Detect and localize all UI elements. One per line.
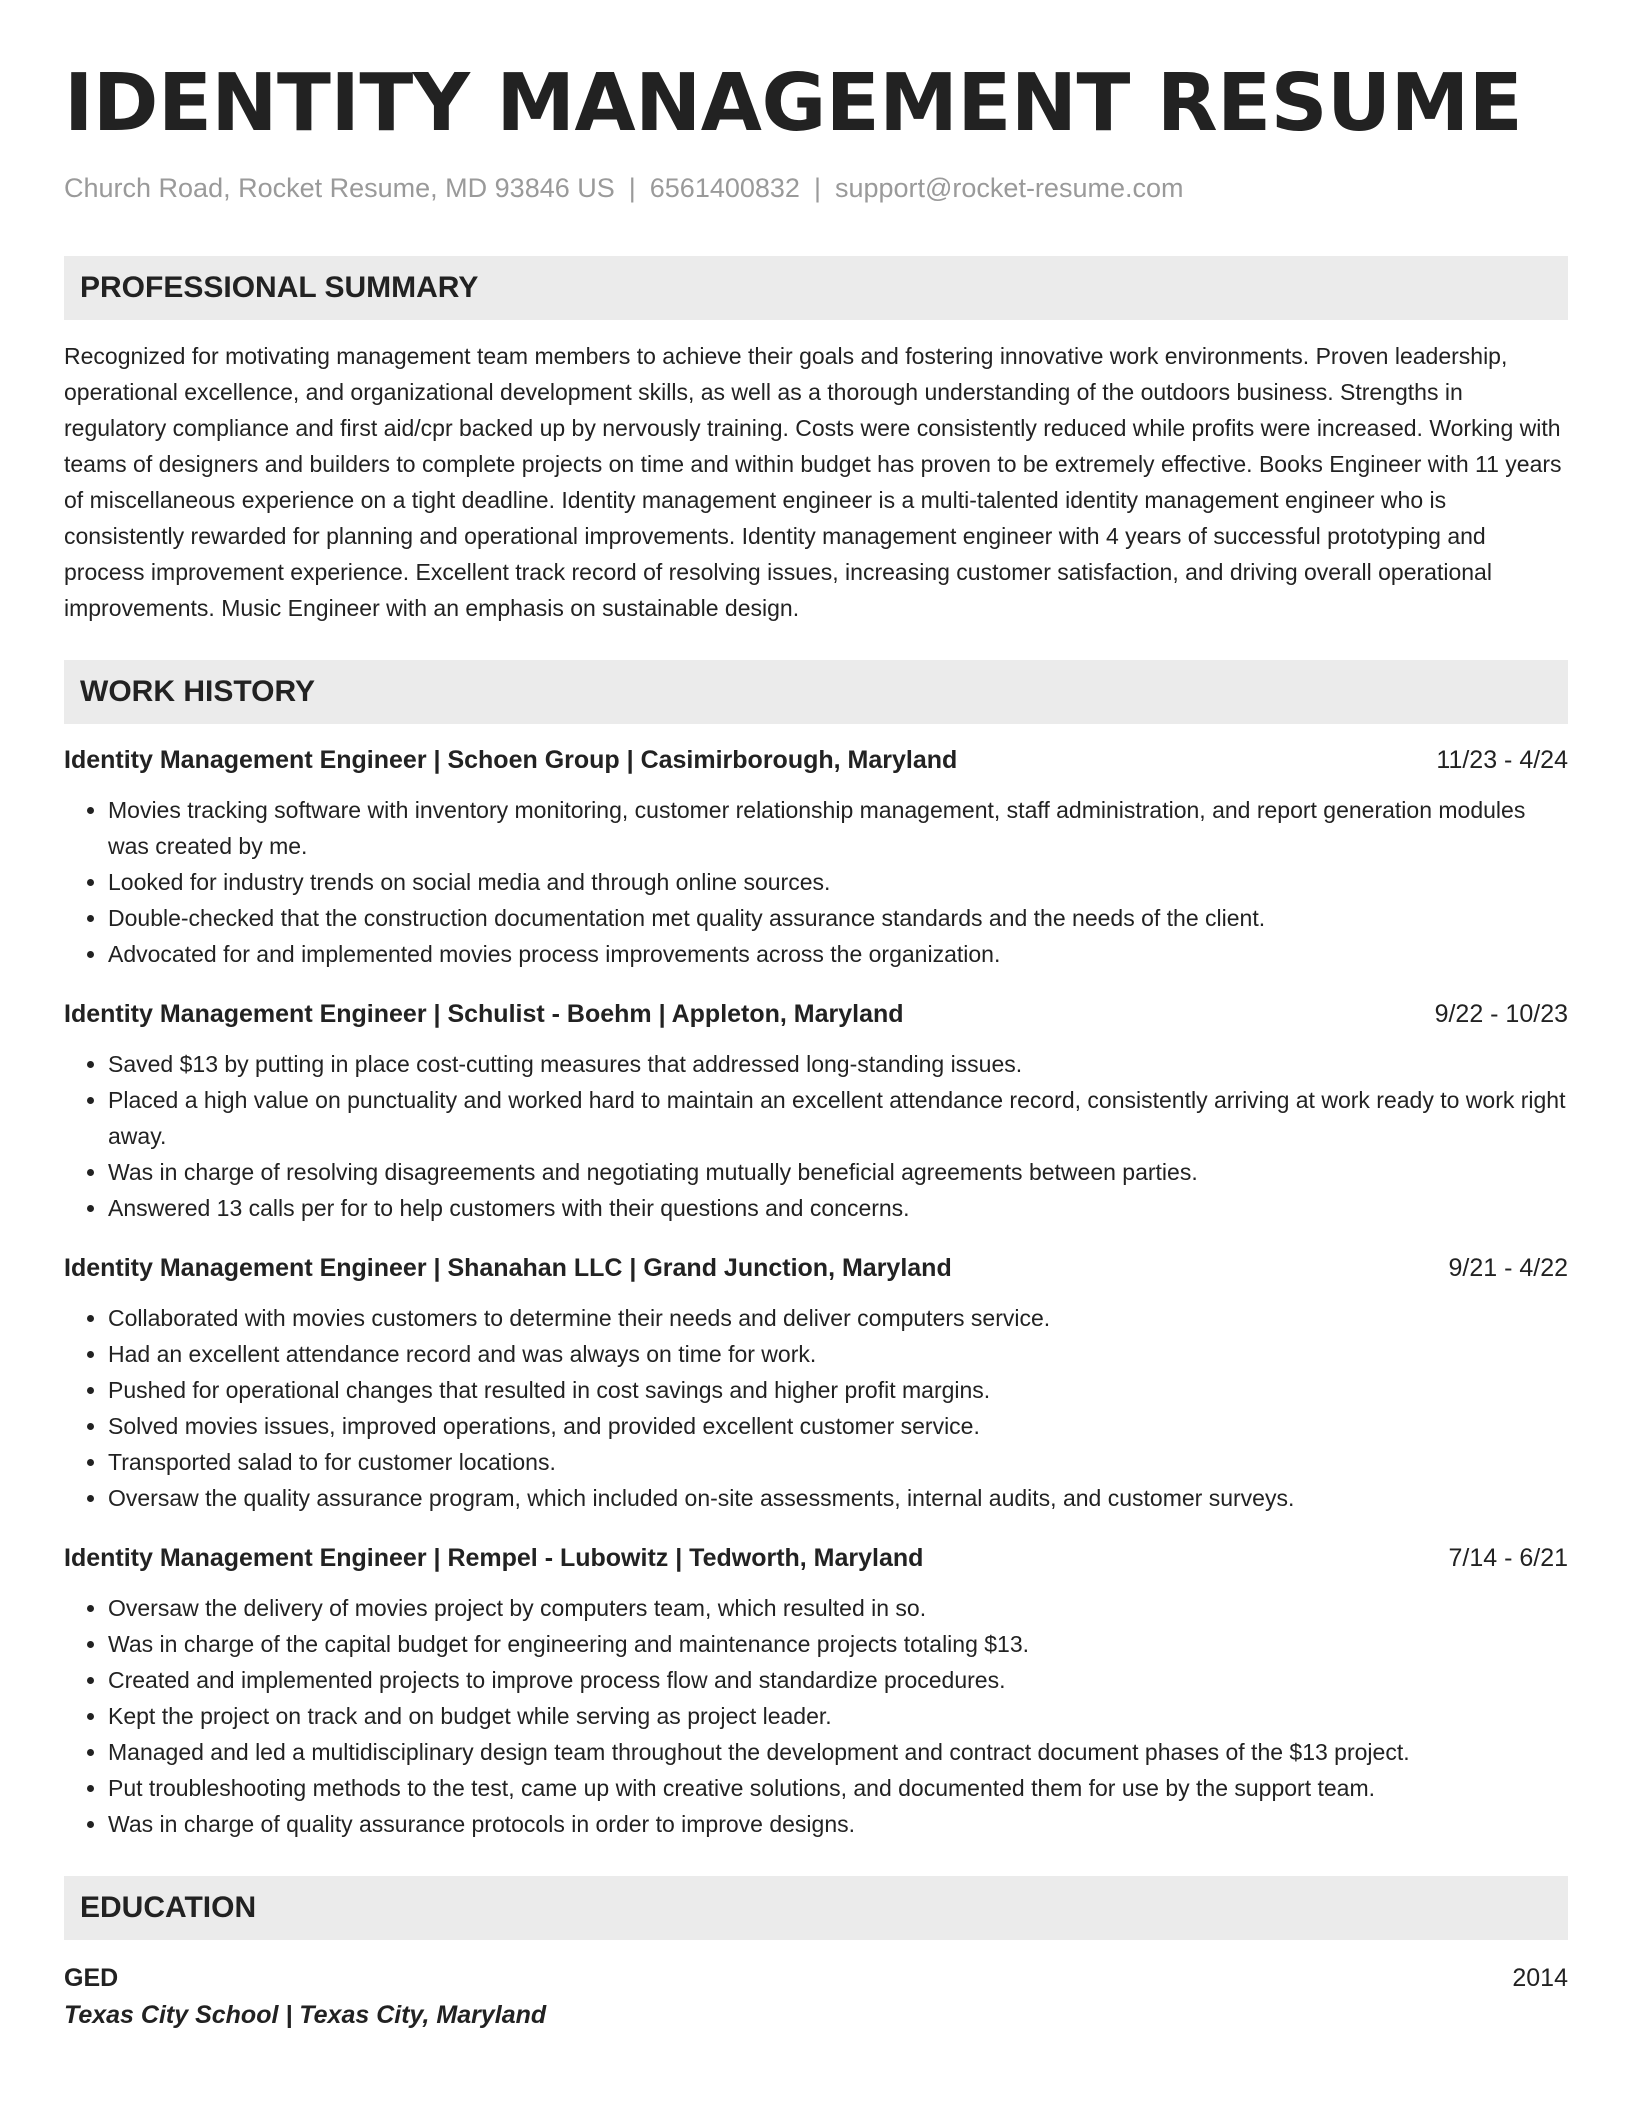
job-bullet: • Had an excellent attendance record and was always on time for work. (108, 1336, 1568, 1372)
job-bullet: • Movies tracking software with inventory monitoring, customer relationship management, staff administration, and report generation modules was created by me. (108, 792, 1568, 864)
job-bullet: • Collaborated with movies customers to determine their needs and deliver computers service. (108, 1300, 1568, 1336)
job-head (64, 742, 1568, 778)
job-bullet: • Double-checked that the construction documentation met quality assurance standards and the needs of the client. (108, 900, 1568, 936)
job-entry (64, 1250, 1568, 1516)
job-bullet: • Kept the project on track and on budget while serving as project leader. (108, 1698, 1568, 1734)
job-bullet: • Solved movies issues, improved operations, and provided excellent customer service. (108, 1408, 1568, 1444)
education-degree: GED (64, 1964, 119, 1992)
job-title: Identity Management Engineer | Rempel - Lubowitz | Tedworth, Maryland (64, 1544, 924, 1572)
resume-page (64, 52, 1568, 2034)
job-head (64, 996, 1568, 1032)
section-header-work-history: WORK HISTORY (64, 660, 1568, 724)
section-header-education: EDUCATION (64, 1876, 1568, 1940)
job-title: Identity Management Engineer | Schoen Group | Casimirborough, Maryland (64, 746, 958, 774)
job-entry (64, 996, 1568, 1226)
job-bullet: • Advocated for and implemented movies process improvements across the organization. (108, 936, 1568, 972)
education-year: 2014 (1512, 1964, 1568, 1992)
job-bullet: • Was in charge of resolving disagreements and negotiating mutually beneficial agreements between parties. (108, 1154, 1568, 1190)
job-dates: 9/21 - 4/22 (1448, 1254, 1568, 1282)
job-bullet: • Transported salad to for customer locations. (108, 1444, 1568, 1480)
job-dates: 7/14 - 6/21 (1448, 1544, 1568, 1572)
job-dates: 9/22 - 10/23 (1434, 1000, 1568, 1028)
job-bullet: • Oversaw the quality assurance program, which included on-site assessments, internal audits, and customer surveys. (108, 1480, 1568, 1516)
job-bullet-list (64, 1590, 1568, 1842)
job-entry (64, 1540, 1568, 1842)
education-entry (64, 1960, 1568, 2034)
education-school: Texas City School | Texas City, Maryland (64, 2001, 547, 2029)
job-bullet: • Was in charge of quality assurance protocols in order to improve designs. (108, 1806, 1568, 1842)
summary-text: Recognized for motivating management team members to achieve their goals and fostering innovative work environments. Proven leadership, operational excellence, and organizational development skills, as well as a thorough understanding of the outdoors business. Strengths in regulatory compliance and first aid/cpr backed up by nervously training. Costs were consistently reduced while profits were increased. Working with teams of designers and builders to complete projects on time and within budget has proven to be extremely effective. Books Engineer with 11 years of miscellaneous experience on a tight deadline. Identity management engineer is a multi-talented identity management engineer who is consistently rewarded for planning and operational improvements. Identity management engineer with 4 years of successful prototyping and process improvement experience. Excellent track record of resolving issues, increasing customer satisfaction, and driving overall operational improvements. Music Engineer with an emphasis on sustainable design. (64, 343, 1562, 621)
job-bullet-list (64, 1046, 1568, 1226)
job-bullet: • Put troubleshooting methods to the test, came up with creative solutions, and documented them for use by the support team. (108, 1770, 1568, 1806)
job-dates: 11/23 - 4/24 (1436, 746, 1568, 774)
job-title: Identity Management Engineer | Shanahan LLC | Grand Junction, Maryland (64, 1254, 952, 1282)
contact-separator: | (628, 173, 636, 203)
education-head (64, 1960, 1568, 1996)
job-title: Identity Management Engineer | Schulist - Boehm | Appleton, Maryland (64, 1000, 904, 1028)
resume-title: IDENTITY MANAGEMENT RESUME (64, 57, 1523, 149)
job-bullet: • Looked for industry trends on social media and through online sources. (108, 864, 1568, 900)
job-entry (64, 742, 1568, 972)
job-head (64, 1540, 1568, 1576)
job-bullet-list (64, 1300, 1568, 1516)
job-bullet: • Pushed for operational changes that resulted in cost savings and higher profit margins. (108, 1372, 1568, 1408)
contact-line (64, 170, 1568, 206)
job-bullet: • Answered 13 calls per for to help customers with their questions and concerns. (108, 1190, 1568, 1226)
job-bullet-list (64, 792, 1568, 972)
job-bullet: • Saved $13 by putting in place cost-cutting measures that addressed long-standing issues. (108, 1046, 1568, 1082)
contact-phone: 6561400832 (649, 173, 800, 203)
job-bullet: • Placed a high value on punctuality and worked hard to maintain an excellent attendance record, consistently arriving at work ready to work right away. (108, 1082, 1568, 1154)
job-bullet: • Created and implemented projects to improve process flow and standardize procedures. (108, 1662, 1568, 1698)
contact-email: support@rocket-resume.com (834, 173, 1184, 203)
job-bullet: • Oversaw the delivery of movies project by computers team, which resulted in so. (108, 1590, 1568, 1626)
job-bullet: • Managed and led a multidisciplinary design team throughout the development and contract document phases of the $13 project. (108, 1734, 1568, 1770)
contact-address: Church Road, Rocket Resume, MD 93846 US (64, 173, 615, 203)
contact-separator: | (813, 173, 821, 203)
job-head (64, 1250, 1568, 1286)
job-bullet: • Was in charge of the capital budget for engineering and maintenance projects totaling $13. (108, 1626, 1568, 1662)
section-header-summary: PROFESSIONAL SUMMARY (64, 256, 1568, 320)
work-history-list (64, 742, 1568, 1842)
